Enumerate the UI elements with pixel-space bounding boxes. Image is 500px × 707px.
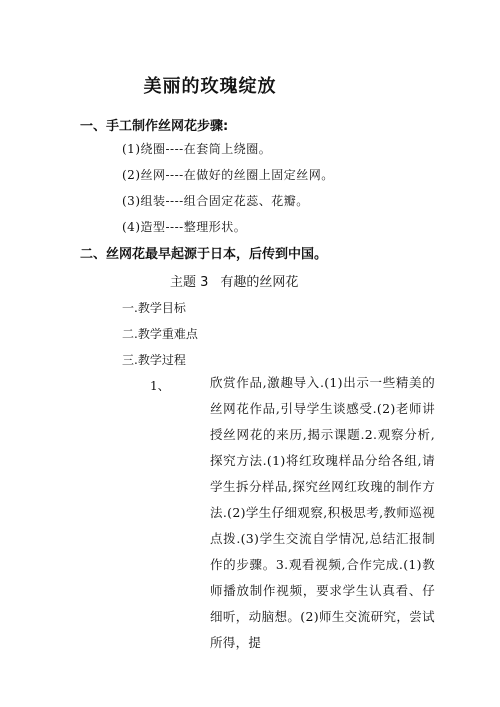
topic-label: 主题 3 bbox=[170, 275, 209, 290]
document-title: 美丽的玫瑰绽放 bbox=[143, 76, 277, 97]
outline-item: 三.教学过程 bbox=[122, 353, 186, 367]
outline-item: 二.教学重难点 bbox=[122, 327, 198, 341]
section-heading-origin: 二、丝网花最早起源于日本，后传到中国。 bbox=[80, 247, 328, 262]
step-item: (4)造型----整理形状。 bbox=[122, 220, 247, 234]
step-item: (3)组装----组合固定花蕊、花瓣。 bbox=[122, 194, 309, 208]
step-item: (2)丝网----在做好的丝圈上固定丝网。 bbox=[122, 168, 334, 182]
topic-heading bbox=[170, 271, 298, 290]
process-number: 1、 bbox=[150, 379, 170, 393]
outline-item: 一.教学目标 bbox=[122, 301, 186, 315]
process-paragraph: 欣赏作品,激趣导入.(1)出示一些精美的丝网花作品,引导学生谈感受.(2)老师讲授丝网花的来历,揭示课题.2.观察分析,探究方法.(1)将红玫瑰样品分给各组,请学生拆分样品,探究丝网红玫瑰的制作方法.(2)学生仔细观察,积极思考,教师巡视点拨.(3)学生交流自学情况,总结汇报制作的步骤。3.观看视频,合作完成.(1)教师播放制作视频，要求学生认真看、仔细听，动脑想。(2)师生交流研究，尝试所得，提 bbox=[210, 375, 435, 650]
topic-title: 有趣的丝网花 bbox=[220, 275, 299, 290]
section-heading-steps: 一、手工制作丝网花步骤: bbox=[80, 119, 229, 134]
step-item: (1)绕圈----在套筒上绕圈。 bbox=[122, 142, 272, 156]
